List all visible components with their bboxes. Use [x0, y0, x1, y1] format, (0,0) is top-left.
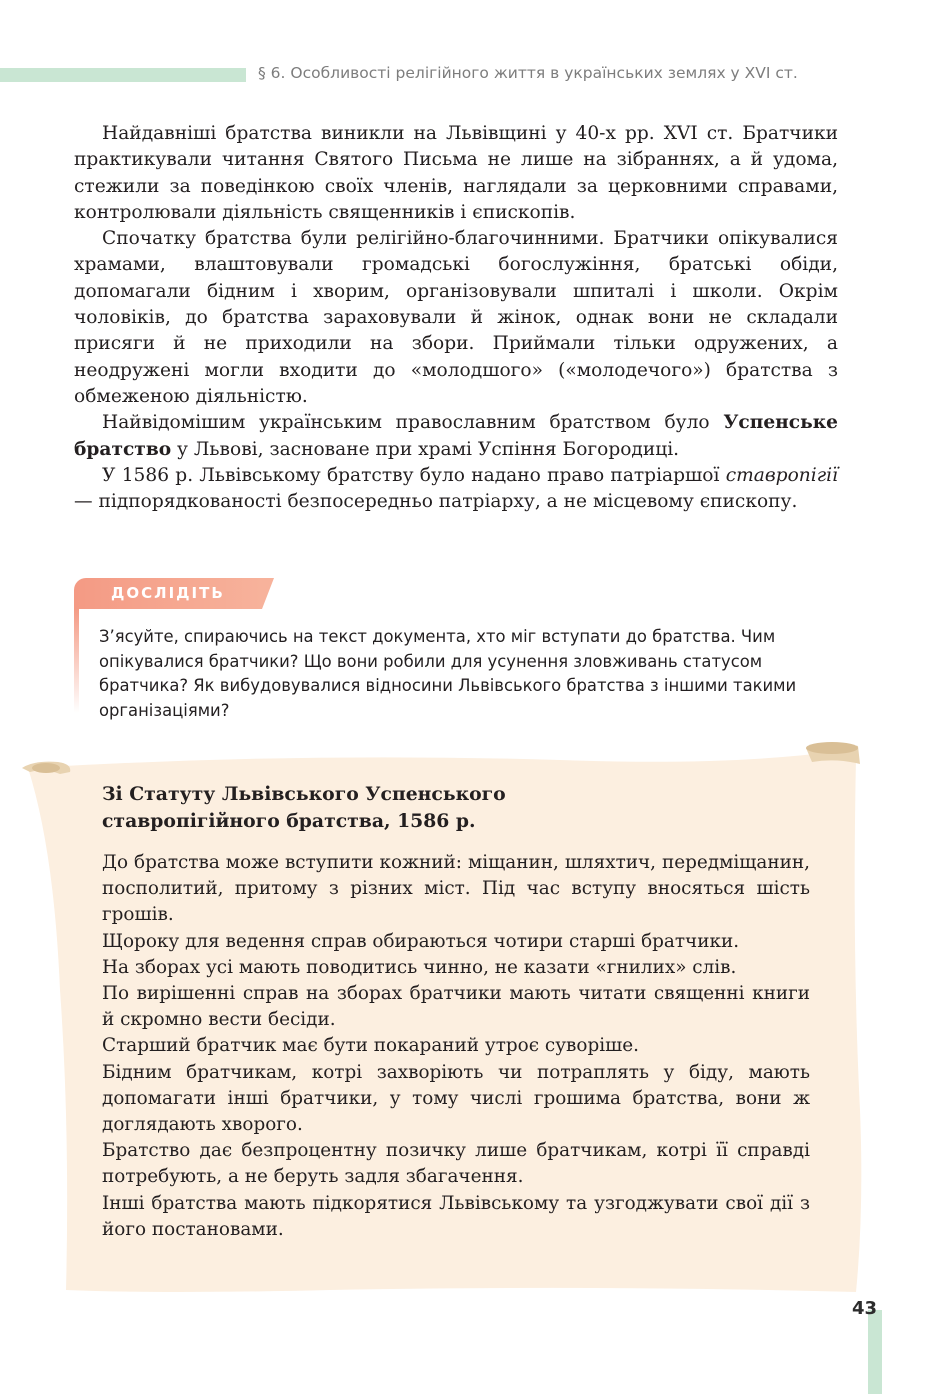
paragraph-2: Спочатку братства були релігійно-благочинними. Братчики опікувалися храмами, влаштовували громадські богослужіння, братські обіди, допомагали бідним і хворим, організовували шпиталі і школи. Окрім чоловіків, до братства зараховували й жінок, однак вони не складали присяги й не приходили на збори. Приймали тільки одружених, а неодружені могли входити до «молодшого» («молодечого») братства з обмеженою діяльністю. [74, 228, 838, 407]
section-header: § 6. Особливості релігійного життя в українських землях у XVI ст. [258, 64, 798, 82]
page-accent-bar [868, 1310, 882, 1394]
document-title [102, 781, 802, 835]
paragraph-4-end: — підпорядкованості безпосередньо патріарху, а не місцевому єпископу. [74, 491, 798, 513]
page-number: 43 [852, 1298, 878, 1319]
paragraph-1: Найдавніші братства виникли на Львівщині у 40-х рр. XVI ст. Братчики практикували читання Святого Письма не лише на зібраннях, а й удома, стежили за поведінкою своїх членів, наглядали за церковними справами, контролювали діяльність священників і єпископів. [74, 123, 838, 223]
paragraph-4-start: У 1586 р. Львівському братству було надано право патріаршої [102, 464, 726, 486]
explore-label: ДОСЛІДІТЬ [111, 584, 225, 602]
paragraph-3-end: у Львові, засноване при храмі Успіння Богородиці. [171, 438, 680, 460]
explore-text: З’ясуйте, спираючись на текст документа, хто міг вступати до братства. Чим опікувалися братчики? Що вони робили для усунення зловживань статусом братчика? Як вибудовувалися відносини Львівського братства з іншими такими організаціями? [99, 627, 797, 720]
document-paragraph: Інші братства мають підкорятися Львівському та узгоджувати свої дії з його постановами. [102, 1192, 810, 1240]
document-paragraph: По вирішенні справ на зборах братчики мають читати священні книги й скромно вести бесіди. [102, 983, 810, 1031]
term-stavropigiya: ставропігії [725, 464, 838, 486]
document-paragraph: Щороку для ведення справ обираються чотири старші братчики. [102, 930, 740, 952]
document-paragraph: Братство дає безпроцентну позичку лише братчикам, котрі її справді потребують, а не беруть задля збагачення. [102, 1140, 810, 1188]
paragraph-3-start: Найвідомішим українським православним братством було [102, 412, 724, 434]
scroll-right-curl [806, 742, 858, 754]
term-uspenske-bratstvo: Успенське братство [74, 412, 838, 460]
document-title-line-2: ставропігійного братства, 1586 р. [102, 810, 476, 832]
document-title-line-1: Зі Статуту Львівського Успенського [102, 783, 506, 805]
document-paragraph: На зборах усі мають поводитись чинно, не казати «гнилих» слів. [102, 956, 737, 978]
document-paragraph: До братства може вступити кожний: міщанин, шляхтич, передміщанин, посполитий, притому з різних міст. Під час вступу вносяться шість грошів. [102, 852, 810, 926]
document-paragraph: Бідним братчикам, котрі захворіють чи потраплять у біду, мають допомагати інші братчики, у тому числі грошима братства, вони ж доглядають хворого. [102, 1061, 810, 1136]
document-paragraph: Старший братчик має бути покараний утроє суворіше. [102, 1035, 639, 1057]
document-body [102, 850, 810, 1243]
scroll-left-curl [32, 763, 60, 773]
